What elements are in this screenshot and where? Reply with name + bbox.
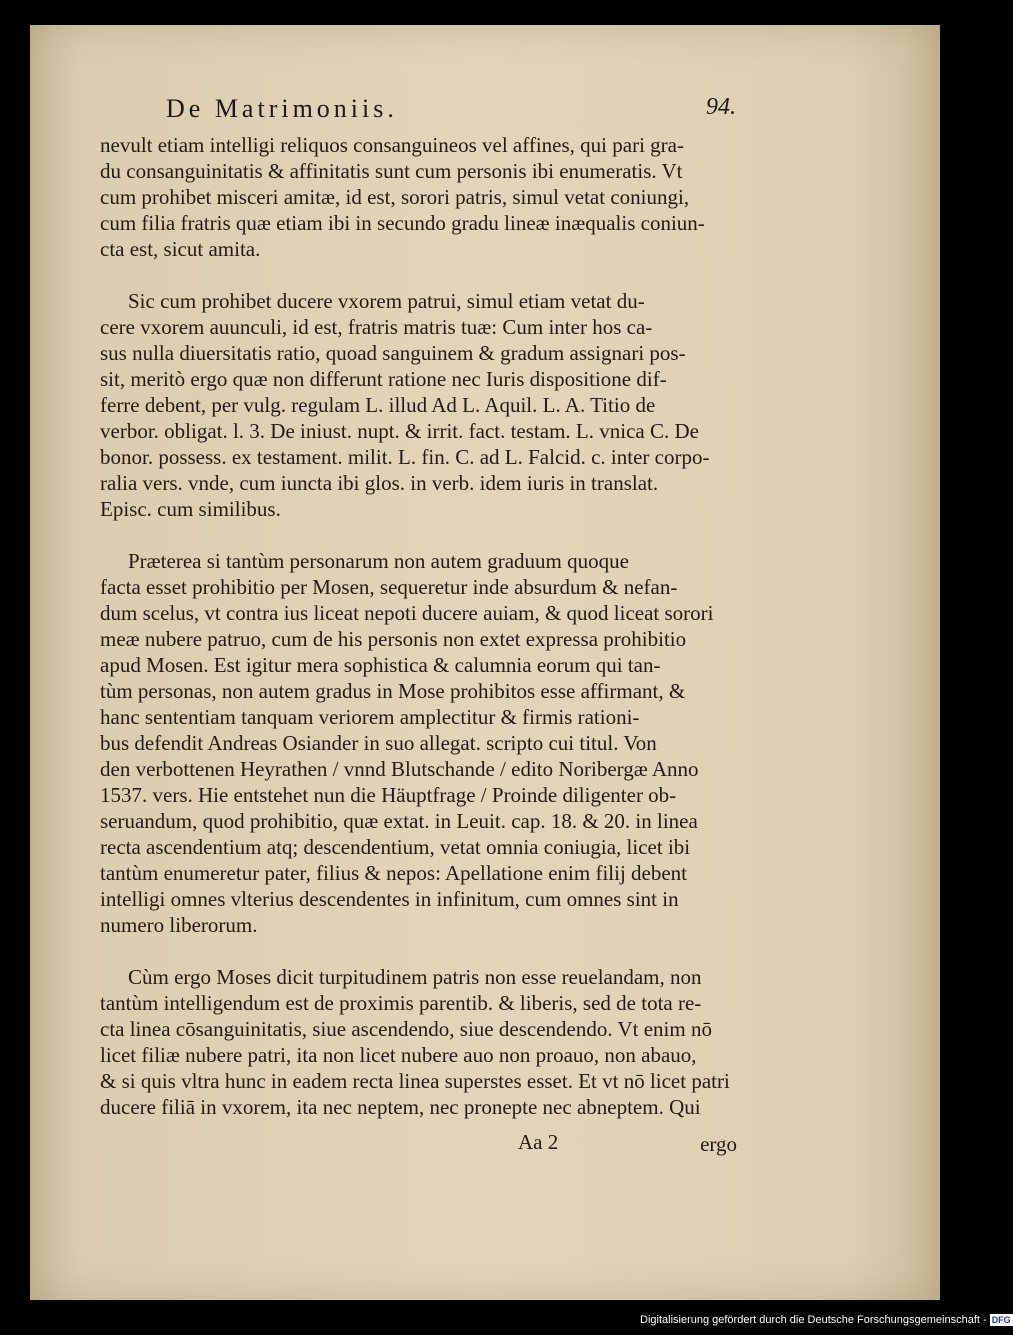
text-line: Præterea si tantùm personarum non autem graduum quoque <box>128 549 629 573</box>
page-foot <box>100 1130 737 1160</box>
credit-text: Digitalisierung gefördert durch die Deutsche Forschungsgemeinschaft - <box>640 1314 987 1326</box>
text-line: ralia vers. vnde, cum iuncta ibi glos. in verb. idem iuris in translat. <box>100 471 659 495</box>
text-line: cum filia fratris quæ etiam ibi in secundo gradu lineæ inæqualis coniun- <box>100 211 705 235</box>
catchword: ergo <box>700 1132 737 1156</box>
text-line: den verbottenen Heyrathen / vnnd Blutschande / edito Noribergæ Anno <box>100 757 699 781</box>
running-head-title: De Matrimoniis. <box>166 94 398 123</box>
text-line: cum prohibet misceri amitæ, id est, sorori patris, simul vetat coniungi, <box>100 185 690 209</box>
text-line: bus defendit Andreas Osiander in suo allegat. scripto cui titul. Von <box>100 731 657 755</box>
text-line: verbor. obligat. l. 3. De iniust. nupt. & irrit. fact. testam. L. vnica C. De <box>100 419 699 443</box>
digitization-credit <box>640 1314 1011 1330</box>
text-line: sus nulla diuersitatis ratio, quoad sanguinem & gradum assignari pos- <box>100 341 686 365</box>
text-line: facta esset prohibitio per Mosen, sequeretur inde absurdum & nefan- <box>100 575 678 599</box>
paragraph-4 <box>100 964 737 1120</box>
text-line: seruandum, quod prohibitio, quæ extat. in Leuit. cap. 18. & 20. in linea <box>100 809 698 833</box>
text-line: Sic cum prohibet ducere vxorem patrui, simul etiam vetat du- <box>128 289 645 313</box>
text-line: du consanguinitatis & affinitatis sunt cum personis ibi enumeratis. Vt <box>100 159 683 183</box>
text-line: cere vxorem auunculi, id est, fratris matris tuæ: Cum inter hos ca- <box>100 315 653 339</box>
text-line: sit, meritò ergo quæ non differunt ratione nec Iuris dispositione dif- <box>100 367 667 391</box>
paragraph-2 <box>100 288 737 522</box>
paragraph-1 <box>100 132 737 262</box>
text-line: & si quis vltra hunc in eadem recta linea superstes esset. Et vt nō licet patri <box>100 1069 730 1093</box>
text-line: nevult etiam intelligi reliquos consanguineos vel affines, qui pari gra- <box>100 133 684 157</box>
text-line: Cùm ergo Moses dicit turpitudinem patris non esse reuelandam, non <box>128 965 702 989</box>
text-line: licet filiæ nubere patri, ita non licet nubere auo non proauo, non abauo, <box>100 1043 697 1067</box>
text-line: 1537. vers. Hie entstehet nun die Häuptfrage / Proinde diligenter ob- <box>100 783 677 807</box>
running-head <box>136 94 736 130</box>
text-line: ducere filiā in vxorem, ita nec neptem, nec pronepte nec abneptem. Qui <box>100 1095 701 1119</box>
text-line: bonor. possess. ex testament. milit. L. fin. C. ad L. Falcid. c. inter corpo- <box>100 445 710 469</box>
signature-mark: Aa 2 <box>518 1130 559 1154</box>
dfg-logo[interactable]: DFG <box>991 1315 1011 1325</box>
text-line: dum scelus, vt contra ius liceat nepoti ducere auiam, & quod liceat sorori <box>100 601 714 625</box>
paragraph-3 <box>100 548 737 938</box>
text-line: cta linea cōsanguinitatis, siue ascendendo, siue descendendo. Vt enim nō <box>100 1017 712 1041</box>
text-line: ferre debent, per vulg. regulam L. illud Ad L. Aquil. L. A. Titio de <box>100 393 656 417</box>
body-text <box>100 132 737 1120</box>
text-line: recta ascendentium atq; descendentium, vetat omnia coniugia, licet ibi <box>100 835 691 859</box>
text-line: intelligi omnes vlterius descendentes in infinitum, cum omnes sint in <box>100 887 679 911</box>
text-line: apud Mosen. Est igitur mera sophistica & calumnia eorum qui tan- <box>100 653 661 677</box>
text-line: hanc sententiam tanquam veriorem amplectitur & firmis rationi- <box>100 705 640 729</box>
text-line: Episc. cum similibus. <box>100 497 281 521</box>
text-line: cta est, sicut amita. <box>100 237 261 261</box>
text-line: meæ nubere patruo, cum de his personis non extet expressa prohibitio <box>100 627 687 651</box>
text-line: tantùm enumeretur pater, filius & nepos: Apellatione enim filij debent <box>100 861 688 885</box>
text-line: tùm personas, non autem gradus in Mose prohibitos esse affirmant, & <box>100 679 686 703</box>
text-line: tantùm intelligendum est de proximis parentib. & liberis, sed de tota re- <box>100 991 702 1015</box>
page-number: 94. <box>706 94 736 120</box>
text-line: numero liberorum. <box>100 913 258 937</box>
